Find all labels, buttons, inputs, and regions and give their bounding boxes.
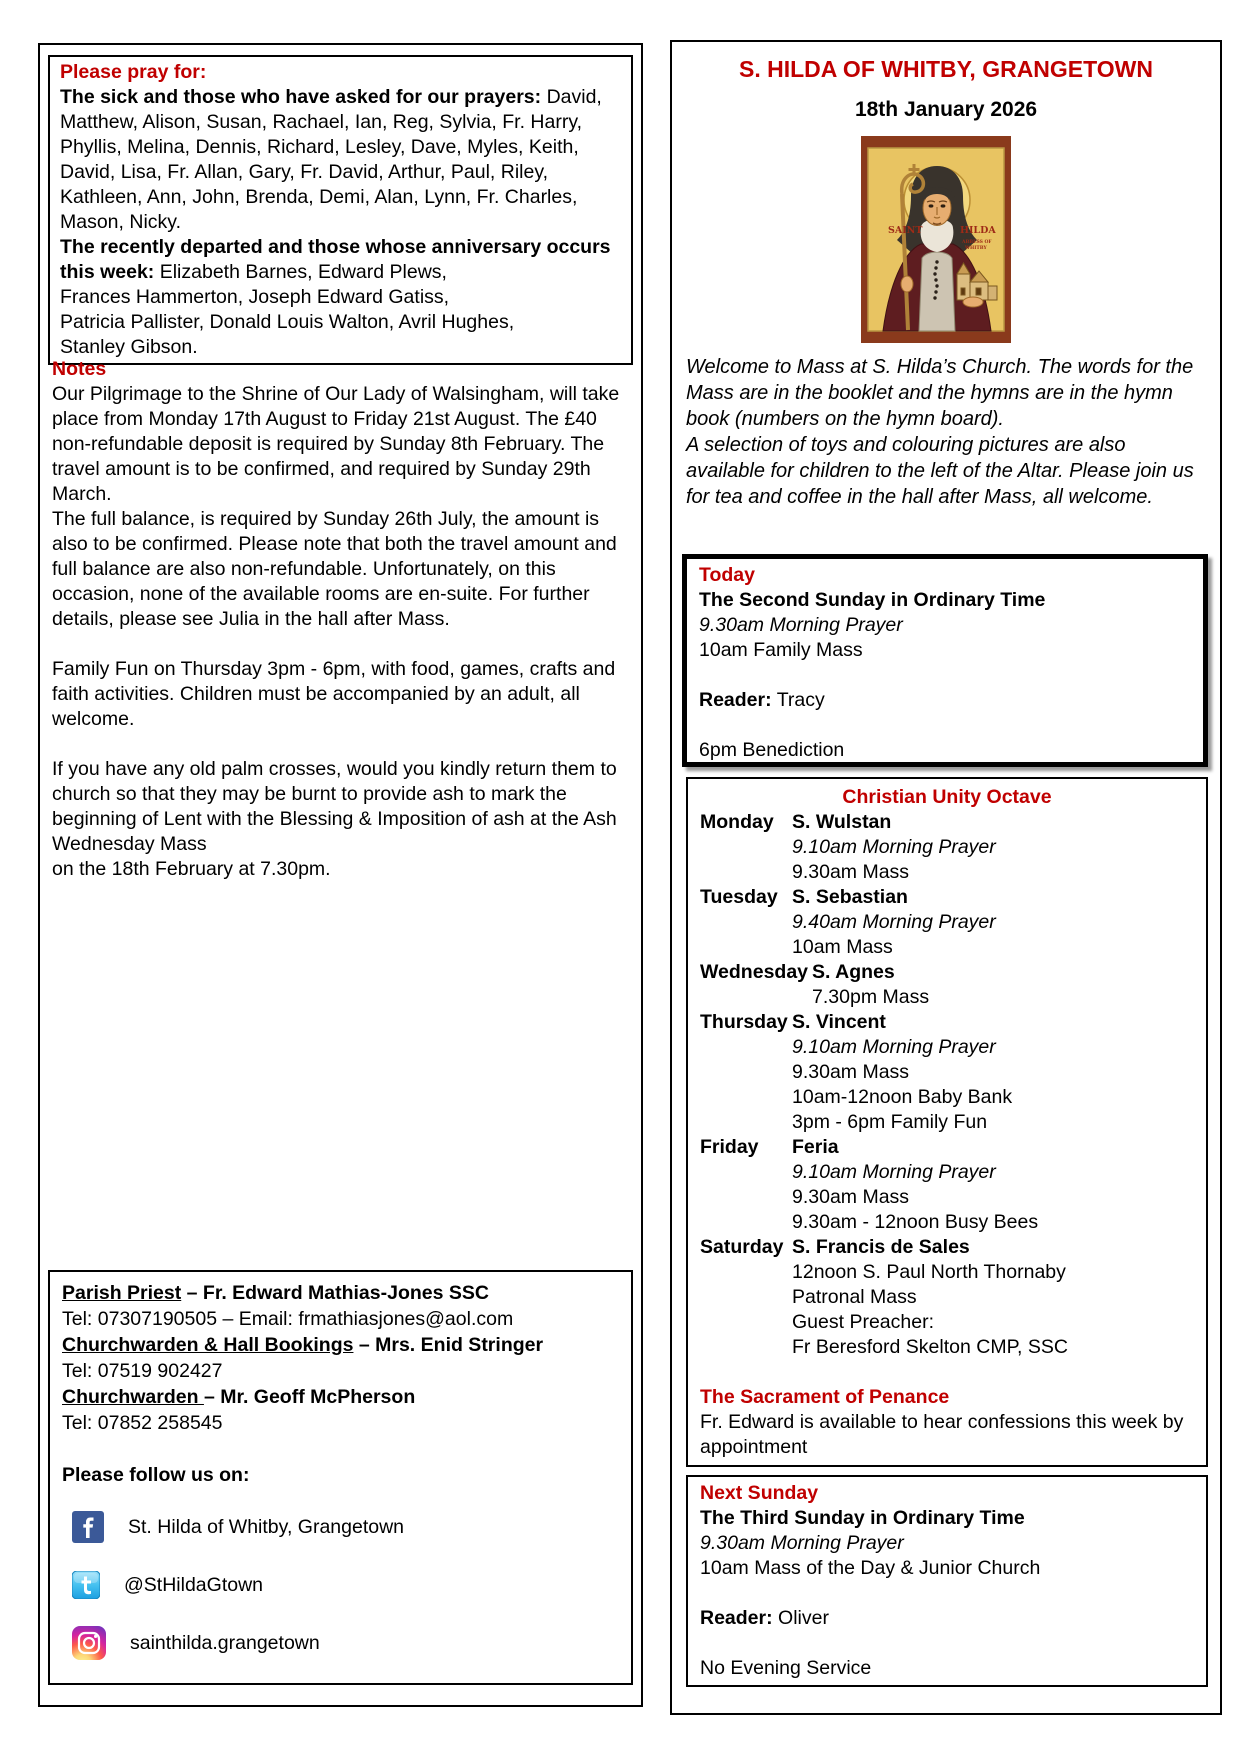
- notes-paragraph: Our Pilgrimage to the Shrine of Our Lady of Walsingham, will take place from Monday 17th August to Friday 21st August. The £40 non-refundable deposit is required by Sunday 8th February. The travel amount is to be confirmed, and required by Sunday 29th March.: [52, 383, 620, 505]
- spacer: [699, 713, 1191, 738]
- church-name: S. HILDA OF WHITBY, GRANGETOWN: [739, 56, 1153, 82]
- churchwarden-label: Churchwarden: [62, 1386, 204, 1408]
- facebook-row: [72, 1508, 619, 1546]
- schedule-line: Guest Preacher:: [792, 1311, 934, 1333]
- reader-name: Oliver: [772, 1607, 829, 1629]
- schedule-line: 9.30am - 12noon Busy Bees: [792, 1211, 1039, 1233]
- pray-departed-line: Patricia Pallister, Donald Louis Walton, Avril Hughes,: [60, 311, 515, 333]
- schedule-line: 9.30am Mass: [792, 1061, 910, 1083]
- schedule-line: 12noon S. Paul North Thornaby: [792, 1261, 1066, 1283]
- feast-label: Feria: [792, 1136, 839, 1158]
- pray-departed-line: Frances Hammerton, Joseph Edward Gatiss,: [60, 286, 450, 308]
- icon-subtitle: ABBESS OF: [962, 240, 992, 245]
- schedule-row-wednesday: [700, 960, 1194, 1010]
- schedule-line: Fr Beresford Skelton CMP, SSC: [792, 1336, 1068, 1358]
- contact-box: [48, 1270, 633, 1685]
- notes-title: Notes: [52, 358, 107, 380]
- day-label: Saturday: [700, 1236, 784, 1258]
- icon-subtitle: WHITBY: [965, 246, 987, 251]
- schedule-row-thursday: [700, 1010, 1194, 1135]
- pray-sick-label: The sick and those who have asked for our prayers:: [60, 86, 542, 108]
- welcome-paragraph: A selection of toys and colouring pictures are also available for children to the left of the Altar. Please join us for tea and coffee in the hall after Mass, all welcome.: [686, 434, 1194, 508]
- reader-name: Tracy: [771, 689, 825, 711]
- pray-body: [60, 85, 621, 360]
- twitter-row: [72, 1566, 619, 1604]
- facebook-icon: [72, 1511, 104, 1543]
- churchwarden-bookings-line: [62, 1332, 619, 1358]
- today-box: [682, 554, 1208, 767]
- next-sunday-title: Next Sunday: [700, 1482, 819, 1504]
- schedule-row-monday: [700, 810, 1194, 885]
- today-title: Today: [699, 564, 755, 586]
- reader-label: Reader:: [700, 1607, 773, 1629]
- spacer: [52, 632, 623, 657]
- facebook-handle: St. Hilda of Whitby, Grangetown: [128, 1516, 405, 1538]
- next-sunday-service: No Evening Service: [700, 1657, 872, 1679]
- week-title: Christian Unity Octave: [842, 786, 1052, 808]
- churchwarden-line: [62, 1384, 619, 1410]
- notes-paragraph: Family Fun on Thursday 3pm - 6pm, with food, games, crafts and faith activities. Children must be accompanied by an adult, all welcome.: [52, 658, 616, 730]
- notes-paragraph-text: If you have any old palm crosses, would you kindly return them to church so that they may be burnt to provide ash to mark the beginning of Lent with the Blessing & Imposition of ash at the Ash Wednesday Mass: [52, 758, 617, 855]
- schedule-row-tuesday: [700, 885, 1194, 960]
- day-label: Wednesday: [700, 961, 809, 983]
- next-sunday-reader: [700, 1606, 1194, 1631]
- today-reader: [699, 688, 1191, 713]
- parish-priest-line: [62, 1280, 619, 1306]
- parish-priest-label: Parish Priest: [62, 1282, 182, 1304]
- schedule-row-friday: [700, 1135, 1194, 1235]
- spacer: [52, 732, 623, 757]
- feast-label: S. Vincent: [792, 1011, 886, 1033]
- notes-paragraph: The full balance, is required by Sunday 26th July, the amount is also to be confirmed. Please note that both the travel amount and full balance are also non-refundable. Unfortunately, on this occasion, none of the available rooms are en-suite. For further details, please see Julia in the hall after Mass.: [52, 508, 617, 630]
- feast-label: S. Agnes: [812, 961, 895, 983]
- spacer: [700, 1631, 1194, 1656]
- pray-box: [48, 55, 633, 365]
- right-column: [670, 40, 1222, 1715]
- pray-title: Please pray for:: [60, 61, 207, 83]
- icon-hilda-label: HILDA: [960, 225, 996, 236]
- next-sunday-service: 10am Mass of the Day & Junior Church: [700, 1557, 1041, 1579]
- schedule-line: 3pm - 6pm Family Fun: [792, 1111, 988, 1133]
- today-service: 9.30am Morning Prayer: [699, 614, 903, 636]
- schedule-line: 9.10am Morning Prayer: [792, 1161, 996, 1183]
- reader-label: Reader:: [699, 689, 772, 711]
- schedule-line: 9.30am Mass: [792, 861, 910, 883]
- pray-sick-names: David, Matthew, Alison, Susan, Rachael, Ian, Reg, Sylvia, Fr. Harry, Phyllis, Melina, Dennis, Richard, Lesley, Dave, Myles, Keith, David, Lisa, Fr. Allan, Gary, Fr. David, Arthur, Paul, Riley, Kathleen, Ann, John, Brenda, Demi, Alan, Lynn, Fr. Charles, Mason, Nicky.: [60, 86, 602, 233]
- instagram-handle: sainthilda.grangetown: [130, 1632, 320, 1654]
- feast-label: S. Francis de Sales: [792, 1236, 970, 1258]
- icon-saint-label: SAINT: [888, 225, 923, 236]
- twitter-handle: @StHildaGtown: [124, 1574, 264, 1596]
- saint-hilda-icon: [861, 136, 1011, 343]
- schedule-line: 9.10am Morning Prayer: [792, 836, 996, 858]
- bulletin-date: 18th January 2026: [854, 98, 1038, 121]
- instagram-icon: [72, 1626, 106, 1660]
- schedule-line: 9.40am Morning Prayer: [792, 911, 996, 933]
- follow-us-label: Please follow us on:: [62, 1464, 250, 1486]
- day-label: Thursday: [700, 1011, 788, 1033]
- week-schedule-box: [686, 777, 1208, 1467]
- churchwarden-bookings-name: – Mrs. Enid Stringer: [353, 1334, 544, 1356]
- pray-departed-line: Stanley Gibson.: [60, 336, 198, 358]
- churchwarden-bookings-label: Churchwarden & Hall Bookings: [62, 1334, 354, 1356]
- feast-label: S. Wulstan: [792, 811, 892, 833]
- schedule-line: 10am-12noon Baby Bank: [792, 1086, 1013, 1108]
- churchwarden-bookings-tel: Tel: 07519 902427: [62, 1360, 223, 1382]
- penance-title: The Sacrament of Penance: [700, 1386, 950, 1408]
- next-sunday-service: 9.30am Morning Prayer: [700, 1532, 904, 1554]
- day-label: Friday: [700, 1136, 759, 1158]
- schedule-line: 9.10am Morning Prayer: [792, 1036, 996, 1058]
- pray-departed: [60, 235, 621, 360]
- today-feast: The Second Sunday in Ordinary Time: [699, 589, 1046, 611]
- welcome-text: [686, 354, 1208, 510]
- today-service: 6pm Benediction: [699, 739, 845, 761]
- welcome-paragraph: Welcome to Mass at S. Hilda’s Church. The words for the Mass are in the booklet and the hymns are in the hymn book (numbers on the hymn board).: [686, 356, 1194, 430]
- penance-section: [700, 1385, 1194, 1460]
- pray-departed-line: Elizabeth Barnes, Edward Plews,: [154, 261, 447, 283]
- instagram-row: [72, 1624, 619, 1662]
- next-sunday-feast: The Third Sunday in Ordinary Time: [700, 1507, 1025, 1529]
- pray-departed-label: The recently departed and those whose anniversary occurs this week:: [60, 236, 611, 283]
- spacer: [699, 663, 1191, 688]
- penance-body: Fr. Edward is available to hear confessions this week by appointment: [700, 1411, 1184, 1458]
- schedule-line: 10am Mass: [792, 936, 893, 958]
- spacer: [700, 1581, 1194, 1606]
- left-column: [38, 43, 643, 1707]
- churchwarden-tel: Tel: 07852 258545: [62, 1412, 223, 1434]
- churchwarden-name: – Mr. Geoff McPherson: [203, 1386, 416, 1408]
- parish-priest-name: – Fr. Edward Mathias-Jones SSC: [181, 1282, 489, 1304]
- feast-label: S. Sebastian: [792, 886, 908, 908]
- notes-paragraph-text: on the 18th February at 7.30pm.: [52, 858, 331, 880]
- twitter-icon: [72, 1571, 100, 1599]
- schedule-line: Patronal Mass: [792, 1286, 917, 1308]
- parish-priest-contact: Tel: 07307190505 – Email: frmathiasjones@aol.com: [62, 1308, 514, 1330]
- notes-paragraph: [52, 757, 623, 882]
- schedule-line: 7.30pm Mass: [812, 986, 930, 1008]
- spacer: [62, 1436, 619, 1462]
- schedule-row-saturday: [700, 1235, 1194, 1360]
- next-sunday-box: [686, 1475, 1208, 1687]
- day-label: Tuesday: [700, 886, 778, 908]
- today-service: 10am Family Mass: [699, 639, 863, 661]
- day-label: Monday: [700, 811, 774, 833]
- notes-section: [52, 357, 623, 882]
- schedule-line: 9.30am Mass: [792, 1186, 910, 1208]
